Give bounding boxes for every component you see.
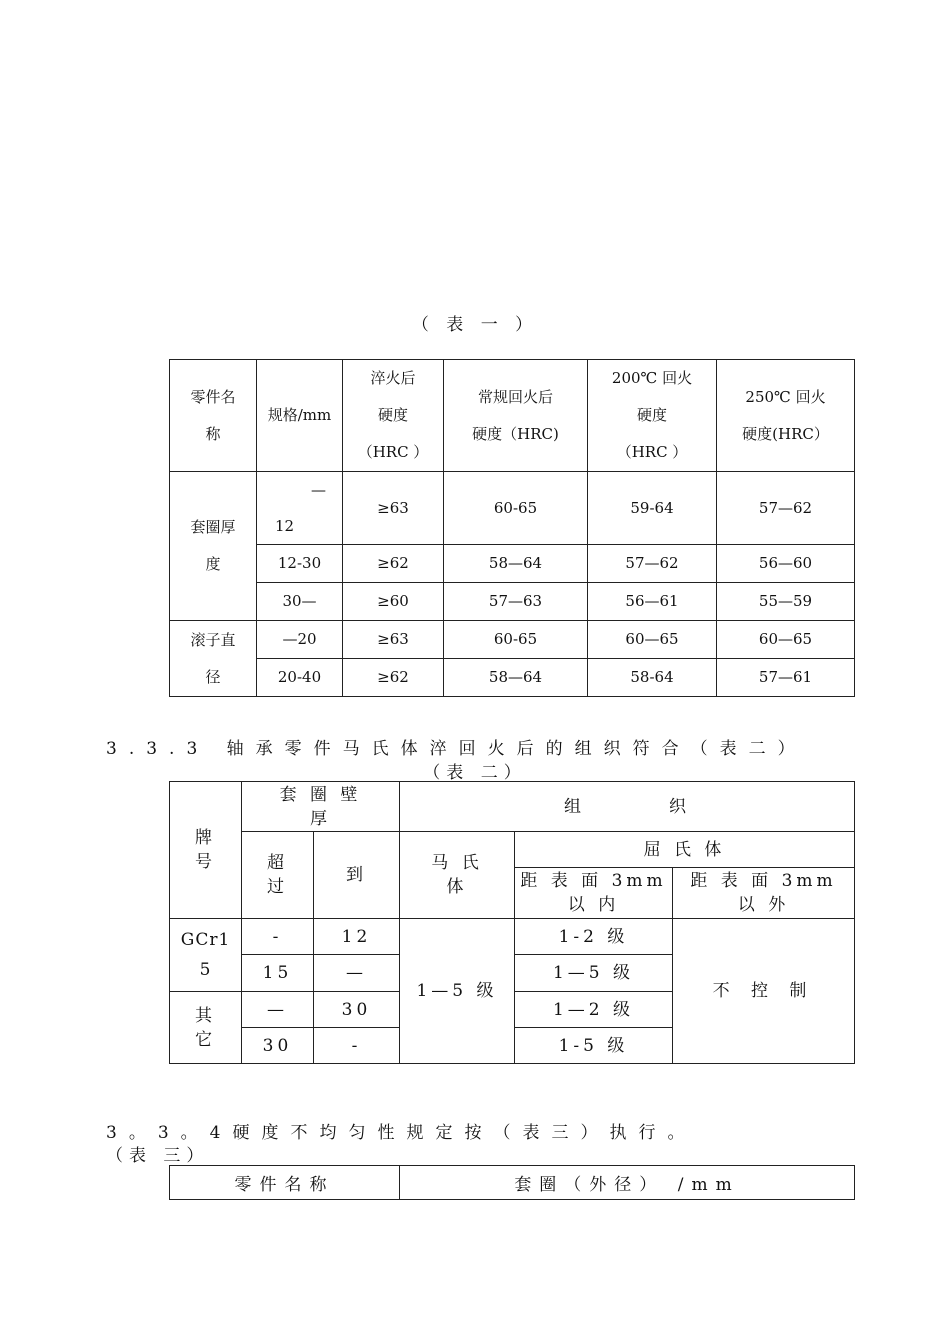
t200-cell: 57—62 — [588, 545, 717, 583]
normal-cell: 60-65 — [444, 621, 588, 659]
part-name-header: 零件名称 — [170, 1166, 400, 1200]
table-row — [170, 472, 855, 545]
t250-cell: 56—60 — [717, 545, 855, 583]
over-header: 超 过 — [242, 832, 314, 919]
table3-caption: （表 三） — [106, 1146, 210, 1166]
grade-other: 其 它 — [170, 992, 242, 1064]
to-cell: — — [314, 955, 400, 992]
table1-header-row — [170, 360, 855, 472]
table2-header-row — [170, 782, 855, 832]
header-200c-temper: 200℃ 回火 硬度 （HRC ） — [588, 360, 717, 472]
to-header: 到 — [314, 832, 400, 919]
uncontrolled-cell: 不 控 制 — [673, 919, 855, 1064]
grade-header: 牌 号 — [170, 782, 242, 919]
table-row — [170, 545, 855, 583]
normal-cell: 60-65 — [444, 472, 588, 545]
quench-cell: ≥62 — [343, 659, 444, 697]
table-row — [170, 621, 855, 659]
spec-cell: —20 — [257, 621, 343, 659]
spec-cell: 12-30 — [257, 545, 343, 583]
quench-cell: ≥60 — [343, 583, 444, 621]
spec-cell: 20-40 — [257, 659, 343, 697]
header-spec: 规格/mm — [257, 360, 343, 472]
header-250c-temper: 250℃ 回火 硬度(HRC） — [717, 360, 855, 472]
table2-header-row — [170, 832, 855, 868]
t200-cell: 56—61 — [588, 583, 717, 621]
grade-gcr15: GCr1 5 — [170, 919, 242, 992]
martensite-value: 1—5 级 — [400, 919, 515, 1064]
section-334-heading: 3。3。4硬度不均匀性规定按（表三）执行。 — [106, 1123, 697, 1143]
normal-cell: 57—63 — [444, 583, 588, 621]
over-cell: 30 — [242, 1028, 314, 1064]
ring-thickness-label: 套圈厚 度 — [170, 472, 257, 621]
header-quench-hardness: 淬火后 硬度 （HRC ） — [343, 360, 444, 472]
quench-cell: ≥62 — [343, 545, 444, 583]
over-cell: - — [242, 919, 314, 955]
t200-cell: 58-64 — [588, 659, 717, 697]
over-cell: 15 — [242, 955, 314, 992]
t250-cell: 60—65 — [717, 621, 855, 659]
spec-cell: — 12 — [257, 472, 343, 545]
bainite-within-cell: 1—5 级 — [515, 955, 673, 992]
table1-caption: （ 表 一 ） — [411, 315, 539, 335]
header-part-name: 零件名 称 — [170, 360, 257, 472]
table-row — [170, 583, 855, 621]
bainite-within-cell: 1—2 级 — [515, 992, 673, 1028]
table3 — [169, 1165, 855, 1200]
over-cell: — — [242, 992, 314, 1028]
normal-cell: 58—64 — [444, 545, 588, 583]
section-333-heading: 3.3.3 轴承零件马氏体淬回火后的组织符合（表二） — [106, 739, 807, 759]
table-row — [170, 659, 855, 697]
normal-cell: 58—64 — [444, 659, 588, 697]
ring-outer-diameter-header: 套圈（外径） /mm — [400, 1166, 855, 1200]
quench-cell: ≥63 — [343, 621, 444, 659]
header-normal-temper: 常规回火后 硬度（HRC) — [444, 360, 588, 472]
table2 — [169, 781, 855, 1064]
table3-header-row — [170, 1166, 855, 1200]
table2-caption: （表 二） — [423, 763, 527, 783]
bainite-within-cell: 1-5 级 — [515, 1028, 673, 1064]
to-cell: - — [314, 1028, 400, 1064]
table1 — [169, 359, 855, 697]
to-cell: 30 — [314, 992, 400, 1028]
bainite-header: 屈 氏 体 — [515, 832, 855, 868]
t250-cell: 55—59 — [717, 583, 855, 621]
quench-cell: ≥63 — [343, 472, 444, 545]
roller-diameter-label: 滚子直 径 — [170, 621, 257, 697]
structure-header: 组 织 — [400, 782, 855, 832]
t250-cell: 57—62 — [717, 472, 855, 545]
wall-thickness-header: 套 圈 壁 厚 — [242, 782, 400, 832]
bainite-within-cell: 1-2 级 — [515, 919, 673, 955]
t200-cell: 60—65 — [588, 621, 717, 659]
table-row — [170, 919, 855, 955]
beyond-3mm-header: 距 表 面 3mm 以 外 — [673, 868, 855, 919]
martensite-header: 马 氏 体 — [400, 832, 515, 919]
within-3mm-header: 距 表 面 3mm 以 内 — [515, 868, 673, 919]
t200-cell: 59-64 — [588, 472, 717, 545]
spec-cell: 30— — [257, 583, 343, 621]
t250-cell: 57—61 — [717, 659, 855, 697]
to-cell: 12 — [314, 919, 400, 955]
